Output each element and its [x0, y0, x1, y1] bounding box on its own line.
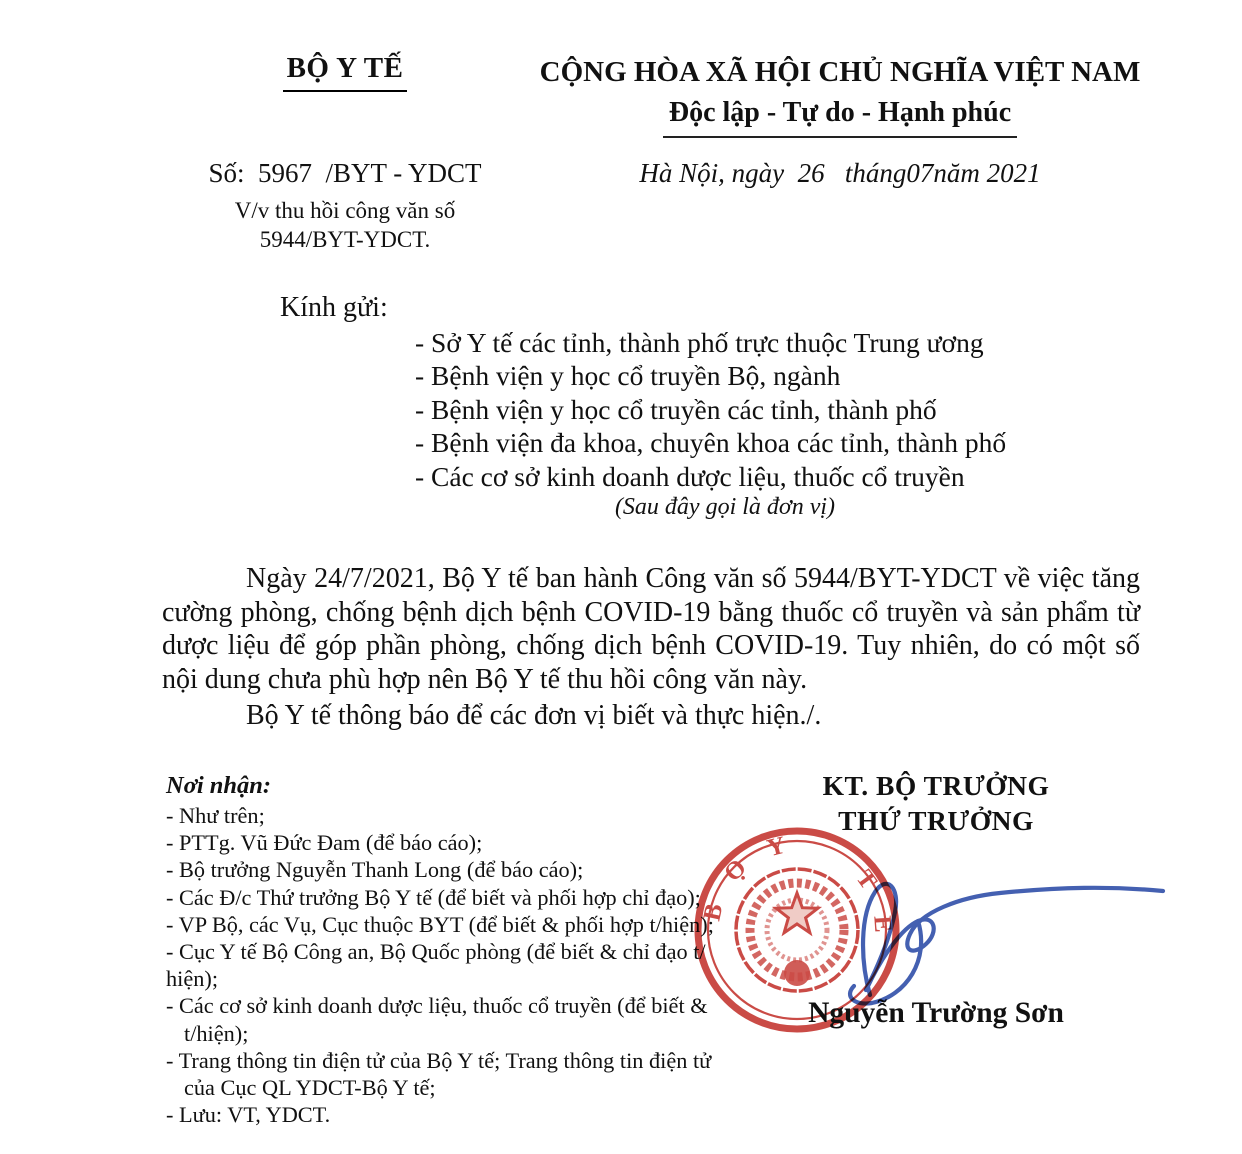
body-paragraph-1: Ngày 24/7/2021, Bộ Y tế ban hành Công văn số 5944/BYT-YDCT về việc tăng cường phòng, chống bệnh dịch bệnh COVID-19 bằng thuốc cổ truyền và sản phẩm từ dược liệu để góp phần phòng, chống dịch bệnh COVID-19. Tuy nhiên, do có một số nội dung chưa phù hợp nên Bộ Y tế thu hồi công văn này. — [162, 563, 1140, 695]
body-paragraph-2: Bộ Y tế thông báo để các đơn vị biết và thực hiện./. — [246, 700, 822, 731]
recipient-line: - Bệnh viện y học cổ truyền các tỉnh, thành phố — [415, 393, 937, 425]
recipients-list — [166, 802, 766, 1128]
noi-nhan-line: hiện); — [166, 966, 219, 992]
national-header: CỘNG HÒA XÃ HỘI CHỦ NGHĨA VIỆT NAM — [539, 56, 1141, 88]
national-motto-text: Độc lập - Tự do - Hạnh phúc — [663, 97, 1017, 138]
noi-nhan-line: - Bộ trưởng Nguyễn Thanh Long (để báo cáo); — [166, 857, 584, 883]
recipient-line: - Sở Y tế các tỉnh, thành phố trực thuộc Trung ương — [415, 327, 984, 358]
signer-position: THỨ TRƯỞNG — [838, 805, 1034, 836]
recipient-line: - Bệnh viện y học cổ truyền Bộ, ngành — [415, 360, 841, 392]
emblem-star — [776, 893, 818, 933]
stamp-letter: T — [850, 865, 882, 895]
salutation-recipient-list — [415, 326, 1006, 493]
national-motto — [520, 97, 1160, 138]
document-number: Số: 5967 /BYT - YDCT — [208, 158, 482, 188]
stamp-letter: Ộ — [719, 854, 752, 887]
salutation-label: Kính gửi: — [280, 292, 388, 323]
signer-title: KT. BỘ TRƯỞNG — [822, 770, 1050, 801]
recipients-label: Nơi nhận: — [166, 772, 272, 799]
noi-nhan-line: - Các cơ sở kinh doanh dược liệu, thuốc cổ truyền (để biết & — [166, 993, 708, 1019]
ministry-name-text: BỘ Y TẾ — [283, 52, 408, 92]
noi-nhan-line: - Như trên; — [166, 803, 265, 828]
noi-nhan-line: - Cục Y tế Bộ Công an, Bộ Quốc phòng (để biết & chỉ đạo t/ — [166, 939, 706, 965]
noi-nhan-line: - VP Bộ, các Vụ, Cục thuộc BYT (để biết & phối hợp t/hiện); — [166, 911, 714, 937]
parenthetical-note: (Sau đây gọi là đơn vị) — [614, 494, 836, 520]
subject-line-2: 5944/BYT-YDCT. — [259, 227, 431, 252]
stamp-letter: Y — [764, 831, 789, 863]
noi-nhan-line: của Cục QL YDCT-Bộ Y tế; — [184, 1075, 436, 1101]
subject-line-1: V/v thu hồi công văn số — [234, 198, 456, 223]
noi-nhan-line: - PTTg. Vũ Đức Đam (để báo cáo); — [166, 830, 483, 856]
place-date-line: Hà Nội, ngày 26 tháng07năm 2021 — [639, 158, 1041, 188]
recipient-line: - Bệnh viện đa khoa, chuyên khoa các tỉnh, thành phố — [415, 427, 1007, 459]
noi-nhan-line: - Lưu: VT, YDCT. — [166, 1102, 331, 1128]
signer-name: Nguyễn Trường Sơn — [808, 997, 1064, 1029]
noi-nhan-line: t/hiện); — [184, 1020, 249, 1046]
stamp-letter: Ế — [868, 914, 897, 934]
ministry-name — [150, 52, 540, 92]
noi-nhan-line: - Các Đ/c Thứ trưởng Bộ Y tế (để biết và phối hợp chỉ đạo); — [166, 884, 701, 910]
emblem-gear — [784, 960, 810, 986]
stamp-letter: B — [698, 901, 729, 924]
recipient-line: - Các cơ sở kinh doanh dược liệu, thuốc cổ truyền — [415, 460, 965, 492]
signature-stroke — [830, 870, 1180, 1020]
noi-nhan-line: - Trang thông tin điện tử của Bộ Y tế; Trang thông tin điện tử — [166, 1047, 712, 1073]
